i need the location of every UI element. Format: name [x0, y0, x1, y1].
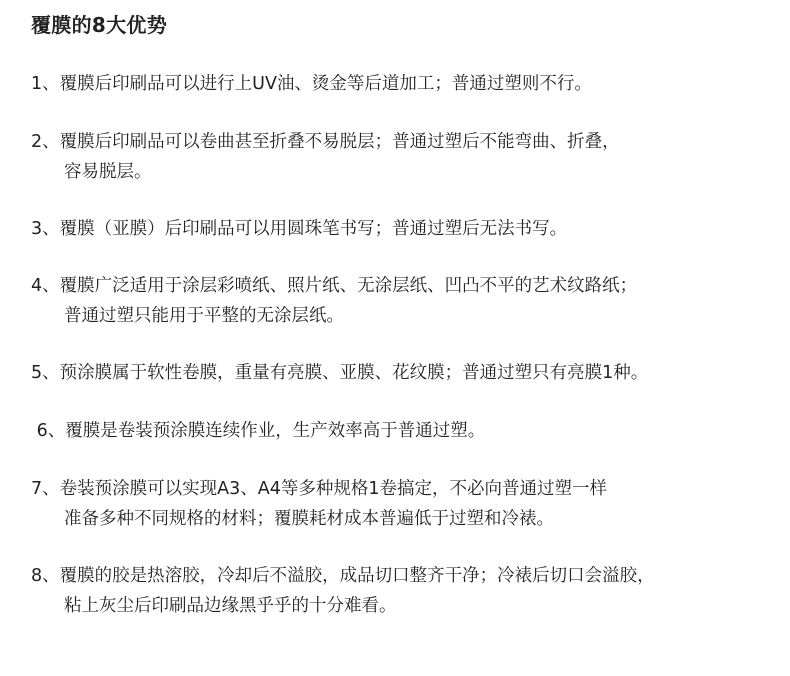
list-item-text: 6、覆膜是卷装预涂膜连续作业，生产效率高于普通过塑。 — [31, 421, 486, 441]
list-item — [31, 474, 607, 534]
list-item — [31, 214, 567, 244]
list-item-text: 8、覆膜的胶是热溶胶，冷却后不溢胶，成品切口整齐干净；冷裱后切口会溢胶， — [31, 566, 655, 586]
page-title: 覆膜的8大优势 — [31, 13, 168, 37]
list-item-text: 1、覆膜后印刷品可以进行上UV油、烫金等后道加工；普通过塑则不行。 — [31, 74, 592, 94]
list-item-text-continued: 粘上灰尘后印刷品边缘黑乎乎的十分难看。 — [64, 596, 397, 616]
list-item-text: 2、覆膜后印刷品可以卷曲甚至折叠不易脱层；普通过塑后不能弯曲、折叠， — [31, 132, 620, 152]
list-item — [31, 358, 648, 388]
list-item — [31, 561, 655, 621]
list-item-text-continued: 普通过塑只能用于平整的无涂层纸。 — [64, 306, 344, 326]
list-item-text: 7、卷装预涂膜可以实现A3、A4等多种规格1卷搞定，不必向普通过塑一样 — [31, 479, 607, 499]
list-item-text-continued: 准备多种不同规格的材料；覆膜耗材成本普遍低于过塑和冷裱。 — [64, 509, 554, 529]
list-item — [31, 416, 485, 446]
list-item — [31, 271, 637, 331]
list-item-text: 4、覆膜广泛适用于涂层彩喷纸、照片纸、无涂层纸、凹凸不平的艺术纹路纸； — [31, 276, 638, 296]
list-item — [31, 69, 592, 99]
list-item — [31, 127, 620, 187]
list-item-text: 5、预涂膜属于软性卷膜，重量有亮膜、亚膜、花纹膜；普通过塑只有亮膜1种。 — [31, 363, 649, 383]
list-item-text: 3、覆膜（亚膜）后印刷品可以用圆珠笔书写；普通过塑后无法书写。 — [31, 219, 568, 239]
list-item-text-continued: 容易脱层。 — [64, 162, 152, 182]
